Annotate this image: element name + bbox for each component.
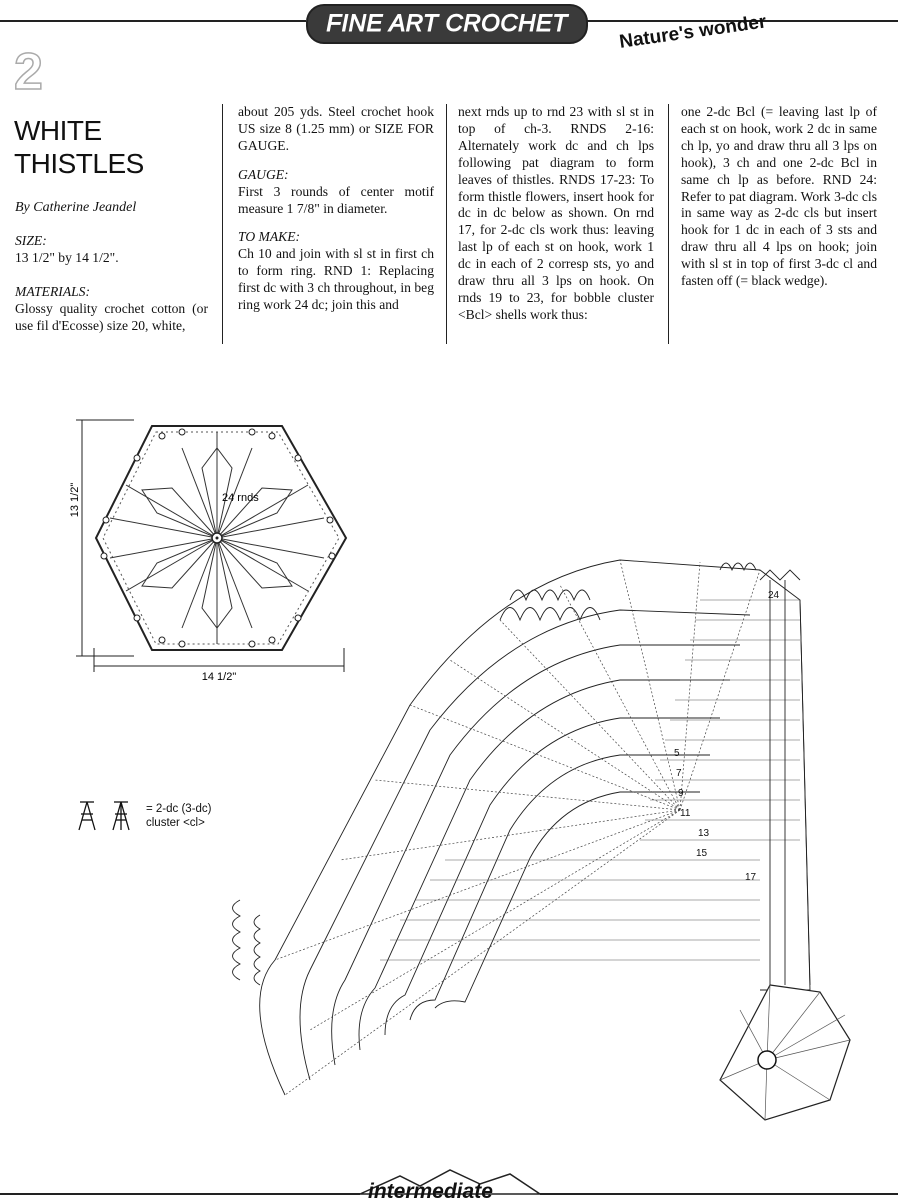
gauge-text: First 3 rounds of center motif measure 1 7/8" in diameter. [238,183,434,216]
magazine-banner [306,4,588,44]
round-label-24: 24 [768,590,780,601]
gauge-heading: GAUGE: [238,166,289,182]
materials-continued-text: about 205 yds. Steel crochet hook US size 8 (1.25 mm) or SIZE FOR GAUGE. [238,104,434,153]
round-label-17: 17 [745,872,757,883]
difficulty-level: intermediate [368,1180,493,1203]
instructions-text-3: next rnds up to rnd 23 with sl st in top of ch-3. RNDS 2-16: Alternately work dc and ch lps following pat diagram to form leaves of thistles. RNDS 17-23: To form thistle flowers, insert hook for dc in dc below as shown. On rnd 17, for 2-dc cls work thus: leaving last lp of each st on hook, work 1 dc in each of 2 corresp sts, yo and draw thru all 3 lps on hook. On rnds 19 to 23, for bobble cluster <Bcl> shells work thus: [458,104,654,322]
pattern-number: 2 [14,43,43,101]
to-make-text: Ch 10 and join with sl st in first ch to form ring. RND 1: Replacing first dc with 3 ch throughout, in beg ring work 24 dc; join this and [238,246,434,313]
round-label-7: 7 [676,768,682,779]
rounds-label: 24 rnds [222,492,259,504]
round-label-13: 13 [698,828,710,839]
height-label: 13 1/2" [69,482,81,518]
materials-heading: MATERIALS: [15,283,91,299]
column-divider-3 [668,104,669,344]
title-line-2: THISTLES [14,148,144,179]
column-divider-2 [446,104,447,344]
legend-line-1: = 2-dc (3-dc) [146,803,212,815]
column-3 [458,104,654,324]
round-label-5: 5 [674,748,680,759]
instructions-text-4: one 2-dc Bcl (= leaving last lp of each st on hook, work 2 dc in same ch lp, yo and draw thru all 3 lps on hook), 3 ch and one 2-dc Bcl in same ch lp as before. RND 24: Refer to pat diagram. Work 3-dc cls in same way as 2-dc cls but insert hook for 1 dc in each of 3 sts and draw thru all 4 lps on hook; join with sl st in top of first 3-dc cl and fasten off (= black wedge). [681,104,877,289]
banner-text: FINE ART CROCHET [326,10,568,37]
pattern-title [14,114,144,180]
byline: By Catherine Jeandel [15,200,137,215]
round-label-11: 11 [680,808,691,819]
header-rule-left [0,20,306,22]
materials-text: Glossy quality crochet cotton (or use fil d'Ecosse) size 20, white, [15,300,208,333]
to-make-heading: TO MAKE: [238,229,301,245]
column-divider-1 [222,104,223,344]
size-heading: SIZE: [15,233,47,248]
section-tagline: Nature's wonder [618,11,768,53]
round-label-15: 15 [696,848,708,859]
column-2 [238,104,434,314]
column-4 [681,104,877,290]
round-label-9: 9 [678,788,684,799]
size-text: 13 1/2" by 14 1/2". [15,249,119,265]
legend-line-2: cluster <cl> [146,817,205,829]
column-1 [15,233,208,335]
cluster-legend-symbols [74,796,142,836]
pattern-diagram [200,540,890,1160]
width-label: 14 1/2" [201,671,237,683]
title-line-1: WHITE [14,115,102,146]
